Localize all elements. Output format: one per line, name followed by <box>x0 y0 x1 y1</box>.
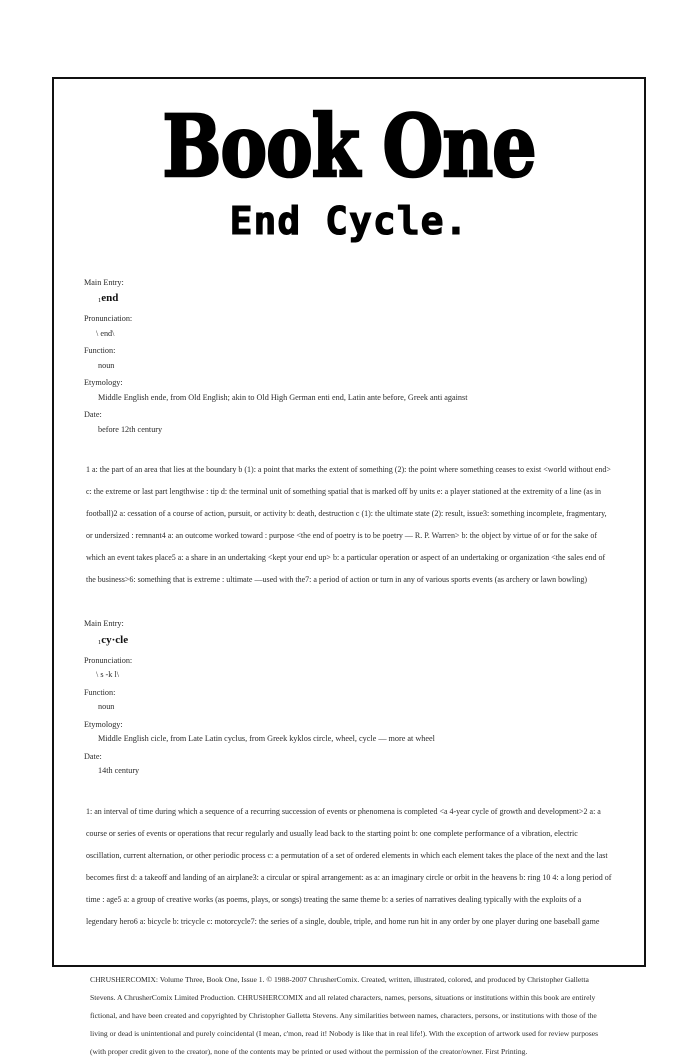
colophon-copyright: CHRUSHERCOMIX: Volume Three, Book One, Issue 1. © 1988-2007 ChrusherComix. Created, written, illustrated, colored, and produced by Christopher Galletta Stevens. A ChrusherComix Limited Production. CHRUSHERCOMIX and all related characters, names, persons, situations or institutions within this book are entirely fictional, and have been created and copyrighted by Christopher Galletta Stevens. Any similarities between names, characters, persons, or institutions with those of the living or dead is unintentional and purely coincidental (I mean, c'mon, read it! Nobody is like that in real life!). With the exception of artwork used for review purposes (with proper credit given to the creator), none of the contents may be printed or used without the permission of the creator/owner. First Printing. <box>90 974 599 1056</box>
page-title: Book One <box>162 95 536 196</box>
label-pronunciation: Pronunciation: <box>84 314 133 324</box>
headword-superscript: 1 <box>98 638 102 646</box>
definition-end: 1 a: the part of an area that lies at the boundary b (1): a point that marks the extent of something (2): the point where something ceases to exist <world without end> c: the extreme or last part lengthwise : tip d: the terminal unit of something spatial that is marked off by units e: a player stationed at the extremity of a line (as in football)2 a: cessation of a course of action, pursuit, or activity b: death, destruction c (1): the ultimate state (2): result, issue3: something incomplete, fragmentary, or undersized : remnant4 a: an outcome worked toward : purpose <the end of poetry is to be poetry — R. P. Warren> b: the object by virtue of or for the sake of which an event takes place5 a: a share in an undertaking <kept your end up> b: a particular operation or aspect of an undertaking or organization <the sales end of the business>6: something that is extreme : ultimate —used with the7: a period of action or turn in any of various sports events (as archery or lawn bowling) <box>86 465 611 585</box>
label-main-entry: Main Entry: <box>84 277 124 287</box>
headword-text: cy·cle <box>101 633 129 646</box>
pronunciation-end: \ end\ <box>96 328 115 338</box>
function-end: noun <box>98 360 115 370</box>
label-function: Function: <box>84 346 116 356</box>
definition-cycle: 1: an interval of time during which a sequence of a recurring succession of events or phenomena is completed <a 4-year cycle of growth and development>2 a: a course or series of events or operations that recur regularly and usually lead back to the starting point b: one complete performance of a vibration, electric oscillation, current alternation, or other periodic process c: a permutation of a set of ordered elements in which each element takes the place of the next and the last becomes first d: a takeoff and landing of an airplane3: a circular or spiral arrangement: as a: an imaginary circle or orbit in the heavens b: ring 10 4: a long period of time : age5 a: a group of creative works (as poems, plays, or songs) treating the same theme b: a series of narratives dealing typically with the exploits of a legendary hero6 a: bicycle b: tricycle c: motorcycle7: the series of a single, double, triple, and home run hit in any order by one player during one baseball game <box>86 806 612 926</box>
pronunciation-cycle: \ s -k l\ <box>96 670 119 680</box>
label-date: Date: <box>84 751 102 761</box>
date-end: before 12th century <box>98 424 163 434</box>
headword-text: end <box>101 292 119 305</box>
headword-end <box>98 290 614 309</box>
label-pronunciation: Pronunciation: <box>84 655 133 665</box>
headword-superscript: 1 <box>98 297 102 305</box>
label-etymology: Etymology: <box>84 719 123 729</box>
etymology-end: Middle English ende, from Old English; akin to Old High German enti end, Latin ante before, Greek anti against <box>98 392 468 402</box>
function-cycle: noun <box>98 702 115 712</box>
page-subtitle: End Cycle. <box>229 198 469 243</box>
dictionary-entry-cycle <box>84 617 614 933</box>
label-date: Date: <box>84 410 102 420</box>
label-function: Function: <box>84 687 116 697</box>
etymology-cycle: Middle English cicle, from Late Latin cyclus, from Greek kyklos circle, wheel, cycle — more at wheel <box>98 734 435 744</box>
date-cycle: 14th century <box>98 766 140 776</box>
comic-page-frame <box>52 77 646 1056</box>
label-main-entry: Main Entry: <box>84 619 124 629</box>
dictionary-entry-end <box>84 276 614 592</box>
dictionary-entries <box>84 276 614 933</box>
title-block <box>84 79 614 243</box>
label-etymology: Etymology: <box>84 378 123 388</box>
page-content <box>54 79 644 1056</box>
headword-cycle <box>98 632 614 651</box>
